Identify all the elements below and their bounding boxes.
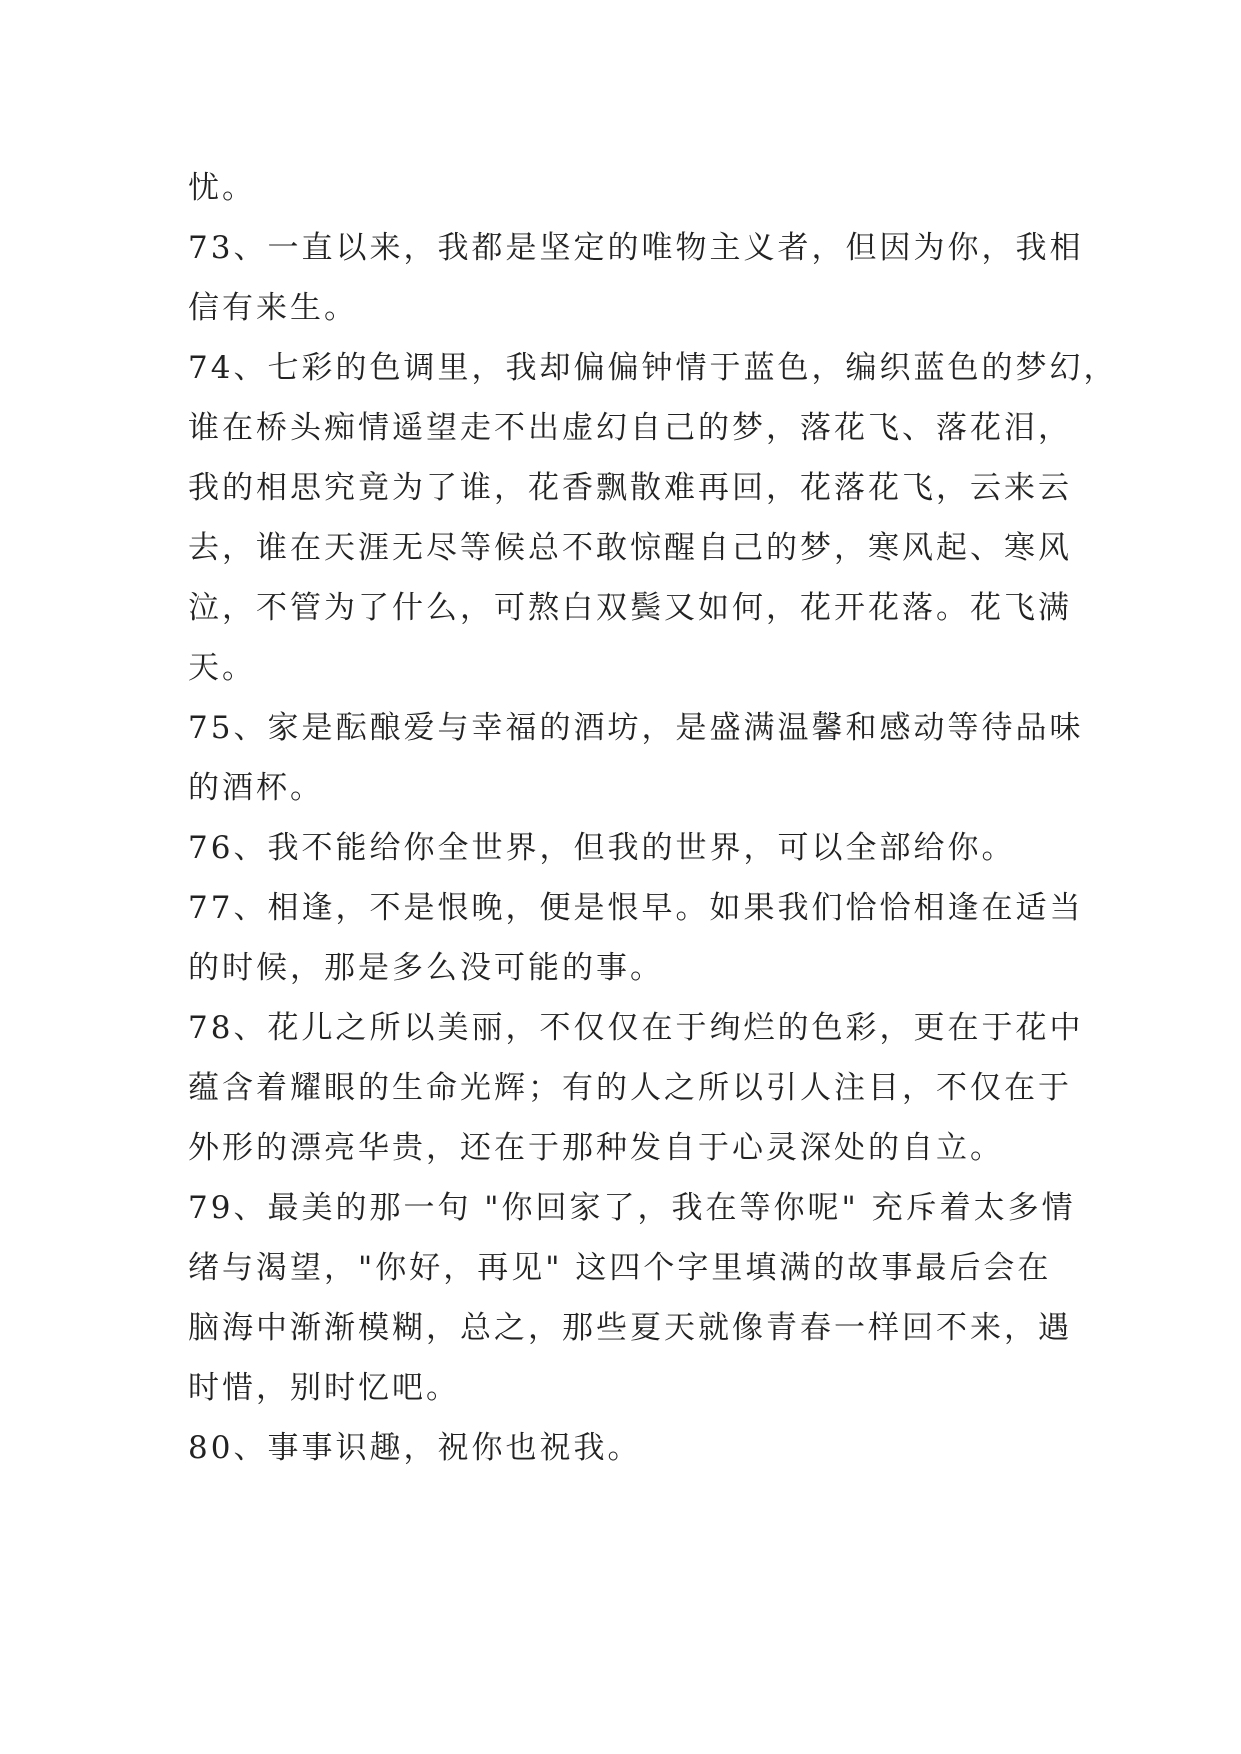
- text-line: 我的相思究竟为了谁，花香飘散难再回，花落花飞，云来云: [188, 470, 1072, 506]
- text-line: 信有来生。: [188, 290, 358, 326]
- text-line: 73、一直以来，我都是坚定的唯物主义者，但因为你，我相: [188, 230, 1084, 266]
- text-line: 74、七彩的色调里，我却偏偏钟情于蓝色，编织蓝色的梦幻，: [188, 350, 1118, 386]
- text-line: 绪与渴望，"你好，再见" 这四个字里填满的故事最后会在: [188, 1250, 1052, 1286]
- text-line: 忧。: [188, 170, 256, 206]
- text-line: 的时候，那是多么没可能的事。: [188, 950, 664, 986]
- text-line: 78、花儿之所以美丽，不仅仅在于绚烂的色彩，更在于花中: [188, 1010, 1084, 1046]
- text-line: 80、事事识趣，祝你也祝我。: [188, 1430, 642, 1466]
- text-line: 泣，不管为了什么，可熬白双鬓又如何，花开花落。花飞满: [188, 590, 1072, 626]
- text-line: 外形的漂亮华贵，还在于那种发自于心灵深处的自立。: [188, 1130, 1004, 1166]
- document-body: [188, 158, 1118, 1478]
- text-line: 谁在桥头痴情遥望走不出虚幻自己的梦，落花飞、落花泪，: [188, 410, 1072, 446]
- text-line: 天。: [188, 650, 256, 686]
- text-line: 蕴含着耀眼的生命光辉；有的人之所以引人注目，不仅在于: [188, 1070, 1072, 1106]
- text-line: 脑海中渐渐模糊，总之，那些夏天就像青春一样回不来，遇: [188, 1310, 1072, 1346]
- text-line: 79、最美的那一句 "你回家了，我在等你呢" 充斥着太多情: [188, 1190, 1076, 1226]
- text-line: 75、家是酝酿爱与幸福的酒坊，是盛满温馨和感动等待品味: [188, 710, 1084, 746]
- text-line: 的酒杯。: [188, 770, 324, 806]
- text-line: 77、相逢，不是恨晚，便是恨早。如果我们恰恰相逢在适当: [188, 890, 1084, 926]
- text-line: 时惜，别时忆吧。: [188, 1370, 460, 1406]
- text-line: 去，谁在天涯无尽等候总不敢惊醒自己的梦，寒风起、寒风: [188, 530, 1072, 566]
- text-line: 76、我不能给你全世界，但我的世界，可以全部给你。: [188, 830, 1016, 866]
